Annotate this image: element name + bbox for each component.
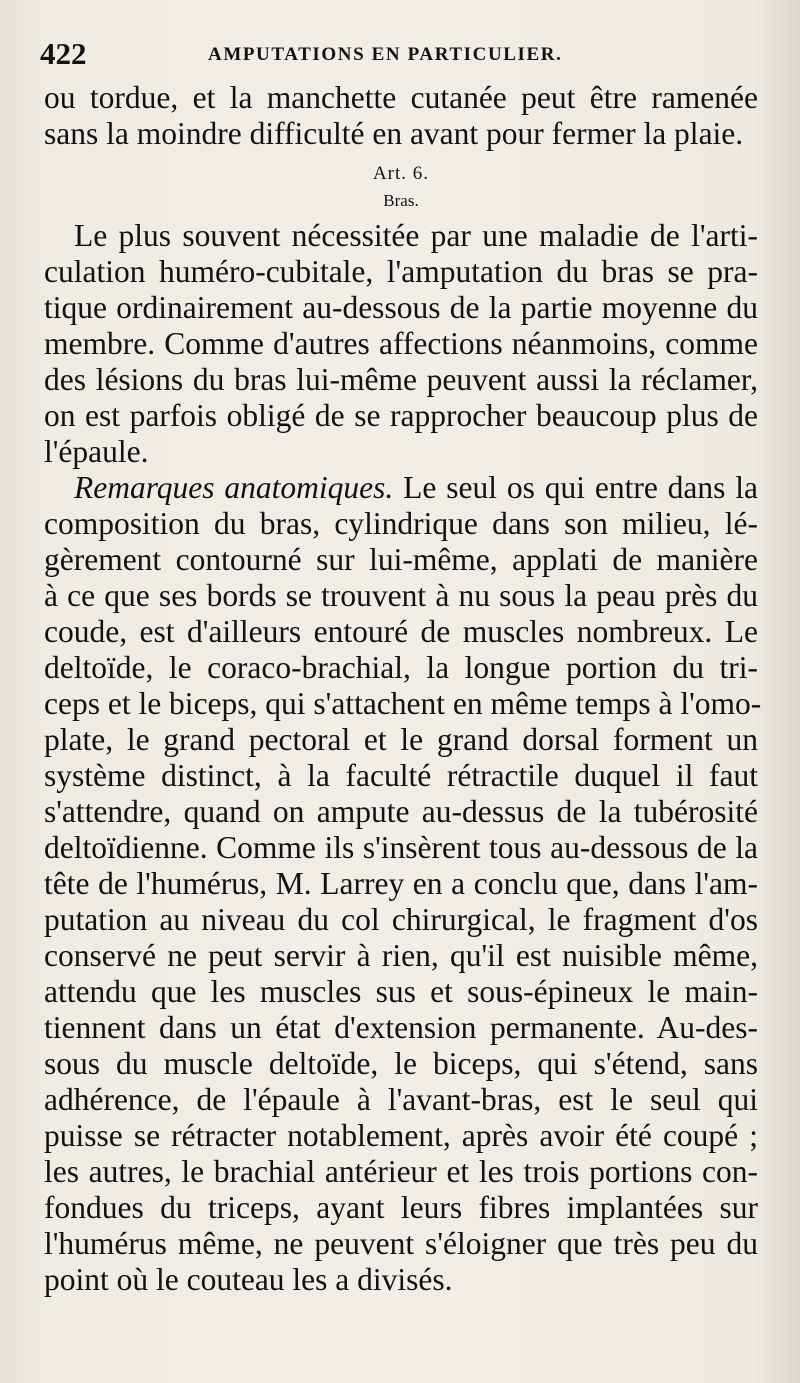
text-line: l'humérus même, ne peuvent s'éloigner que très peu du (44, 1226, 758, 1261)
text-line: Le plus souvent nécessitée par une maladie de l'arti- (74, 218, 758, 253)
text-line: deltoïdienne. Comme ils s'insèrent tous au-dessous de la (44, 830, 758, 865)
text-line: ou tordue, et la manchette cutanée peut être ramenée (44, 80, 758, 115)
text-line: fondues du triceps, ayant leurs fibres implantées sur (44, 1190, 758, 1225)
text-line: sans la moindre difficulté en avant pour fermer la plaie. (44, 116, 744, 151)
text-line: adhérence, de l'épaule à l'avant-bras, est le seul qui (44, 1082, 758, 1117)
text-line (44, 470, 758, 506)
text-line: ceps et le biceps, qui s'attachent en même temps à l'omo- (44, 686, 762, 721)
text-line: sous du muscle deltoïde, le biceps, qui s'étend, sans (44, 1046, 758, 1081)
text-line: l'épaule. (44, 434, 149, 469)
running-head: AMPUTATIONS EN PARTICULIER. (208, 44, 563, 65)
section-lead: Remarques anatomiques. (74, 470, 394, 505)
text-line: membre. Comme d'autres affections néanmoins, comme (44, 326, 758, 361)
text-line: les autres, le brachial antérieur et les trois portions con- (44, 1154, 758, 1189)
text-line: puisse se rétracter notablement, après avoir été coupé ; (44, 1118, 758, 1153)
text-line: putation au niveau du col chirurgical, le fragment d'os (44, 902, 758, 937)
text-line: tique ordinairement au-dessous de la partie moyenne du (44, 290, 758, 325)
body-text (44, 80, 762, 1298)
text-line: composition du bras, cylindrique dans son milieu, lé- (44, 506, 758, 541)
article-title: Bras. (383, 191, 419, 210)
text-line: à ce que ses bords se trouvent à nu sous la peau près du (44, 578, 758, 613)
text-line-rest: Le seul os qui entre dans la (393, 470, 759, 505)
text-line: deltoïde, le coraco-brachial, la longue portion du tri- (44, 650, 758, 685)
text-line: point où le couteau les a divisés. (44, 1262, 453, 1297)
text-line: culation huméro-cubitale, l'amputation du bras se pra- (44, 254, 758, 289)
text-line: des lésions du bras lui-même peuvent aussi la réclamer, (44, 362, 758, 397)
page-header (40, 36, 760, 76)
text-line: système distinct, à la faculté rétractile duquel il faut (44, 758, 758, 793)
text-line: gèrement contourné sur lui-même, applati de manière (44, 542, 758, 577)
text-line: s'attendre, quand on ampute au-dessus de la tubérosité (44, 794, 758, 829)
article-number: Art. 6. (372, 163, 430, 184)
text-line: plate, le grand pectoral et le grand dorsal forment un (44, 722, 758, 757)
text-line: tête de l'humérus, M. Larrey en a conclu que, dans l'am- (44, 866, 758, 901)
text-line: on est parfois obligé de se rapprocher beaucoup plus de (44, 398, 758, 433)
text-line: attendu que les muscles sus et sous-épineux le main- (44, 974, 758, 1009)
text-line: tiennent dans un état d'extension permanente. Au-des- (44, 1010, 758, 1045)
text-line: conservé ne peut servir à rien, qu'il est nuisible même, (44, 938, 758, 973)
text-line: coude, est d'ailleurs entouré de muscles nombreux. Le (44, 614, 758, 649)
page-number: 422 (40, 36, 87, 71)
